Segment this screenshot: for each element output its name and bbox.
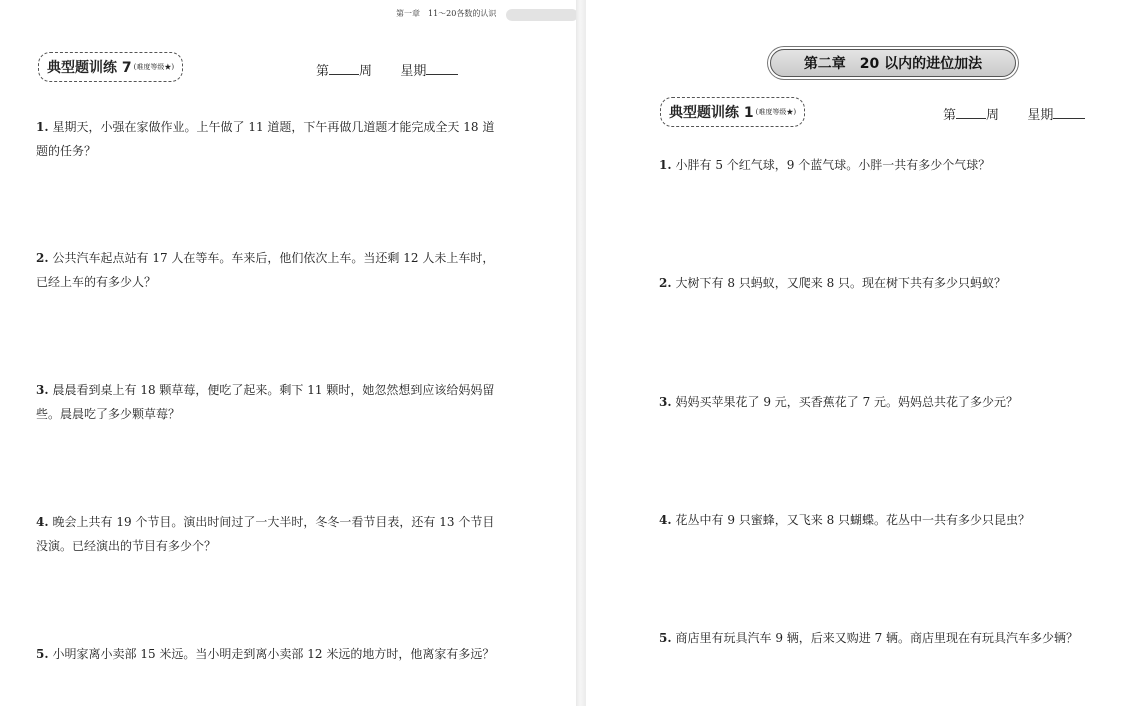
- question-item: [36, 510, 506, 558]
- day-blank: [426, 73, 458, 75]
- question-text: 大树下有 8 只蚂蚁，又爬来 8 只。现在树下共有多少只蚂蚁？: [675, 276, 1007, 290]
- question-number: 4.: [36, 515, 49, 529]
- question-text: 公共汽车起点站有 17 人在等车。车来后，他们依次上车。当还剩 12 人未上车时，已经上车的有多少人？: [36, 251, 495, 289]
- week-label: 第: [943, 108, 957, 123]
- book-gutter: [576, 0, 586, 706]
- question-text: 妈妈买苹果花了 9 元，买香蕉花了 7 元。妈妈总共花了多少元？: [675, 395, 1019, 409]
- question-number: 2.: [659, 276, 672, 290]
- day-label: 星期: [1027, 108, 1054, 123]
- question-text: 晚会上共有 19 个节目。演出时间过了一大半时，冬冬一看节目表，还有 13 个节目没演。已经演出的节目有多少个？: [36, 515, 495, 553]
- question-item: [659, 626, 1119, 650]
- question-item: [36, 115, 506, 163]
- exercise-title-box: [38, 52, 183, 82]
- question-item: [659, 508, 1119, 532]
- week-blank: [956, 117, 986, 119]
- question-number: 2.: [36, 251, 49, 265]
- difficulty-label: (难度等级★): [755, 108, 797, 116]
- week-label: 第: [316, 64, 330, 79]
- week-day-line: [316, 60, 458, 79]
- question-number: 1.: [36, 120, 49, 134]
- question-text: 小明家离小卖部 15 米远。当小明走到离小卖部 12 米远的地方时，他离家有多远？: [52, 647, 495, 661]
- question-number: 3.: [36, 383, 49, 397]
- question-number: 3.: [659, 395, 672, 409]
- day-label: 星期: [400, 64, 427, 79]
- question-item: [36, 246, 506, 294]
- difficulty-label: (难度等级★): [133, 63, 175, 71]
- chapter-banner: 第二章 20 以内的进位加法: [770, 49, 1016, 77]
- question-item: [659, 390, 1119, 414]
- question-text: 商店里有玩具汽车 9 辆，后来又购进 7 辆。商店里现在有玩具汽车多少辆？: [675, 631, 1079, 645]
- week-blank: [329, 73, 359, 75]
- question-text: 小胖有 5 个红气球，9 个蓝气球。小胖一共有多少个气球？: [675, 158, 991, 172]
- question-item: [659, 271, 1119, 295]
- running-header: 第一章 11～20各数的认识: [396, 9, 497, 18]
- question-item: [36, 378, 506, 426]
- right-page: [586, 0, 1129, 706]
- question-number: 1.: [659, 158, 672, 172]
- day-blank: [1053, 117, 1085, 119]
- question-item: [659, 153, 1119, 177]
- question-text: 星期天，小强在家做作业。上午做了 11 道题，下午再做几道题才能完成全天 18 道题的任务？: [36, 120, 495, 158]
- exercise-title: 典型题训练 1: [669, 105, 754, 121]
- week-unit: 周: [359, 64, 373, 79]
- question-number: 5.: [659, 631, 672, 645]
- question-item: [36, 642, 506, 666]
- exercise-title: 典型题训练 7: [47, 60, 132, 76]
- question-number: 4.: [659, 513, 672, 527]
- question-number: 5.: [36, 647, 49, 661]
- week-day-line: [943, 104, 1085, 123]
- header-tab-decoration: [506, 9, 578, 21]
- question-text: 晨晨看到桌上有 18 颗草莓，便吃了起来。剩下 11 颗时，她忽然想到应该给妈妈留些。晨晨吃了多少颗草莓？: [36, 383, 495, 421]
- question-text: 花丛中有 9 只蜜蜂，又飞来 8 只蝴蝶。花丛中一共有多少只昆虫？: [675, 513, 1031, 527]
- exercise-title-box: [660, 97, 805, 127]
- week-unit: 周: [986, 108, 1000, 123]
